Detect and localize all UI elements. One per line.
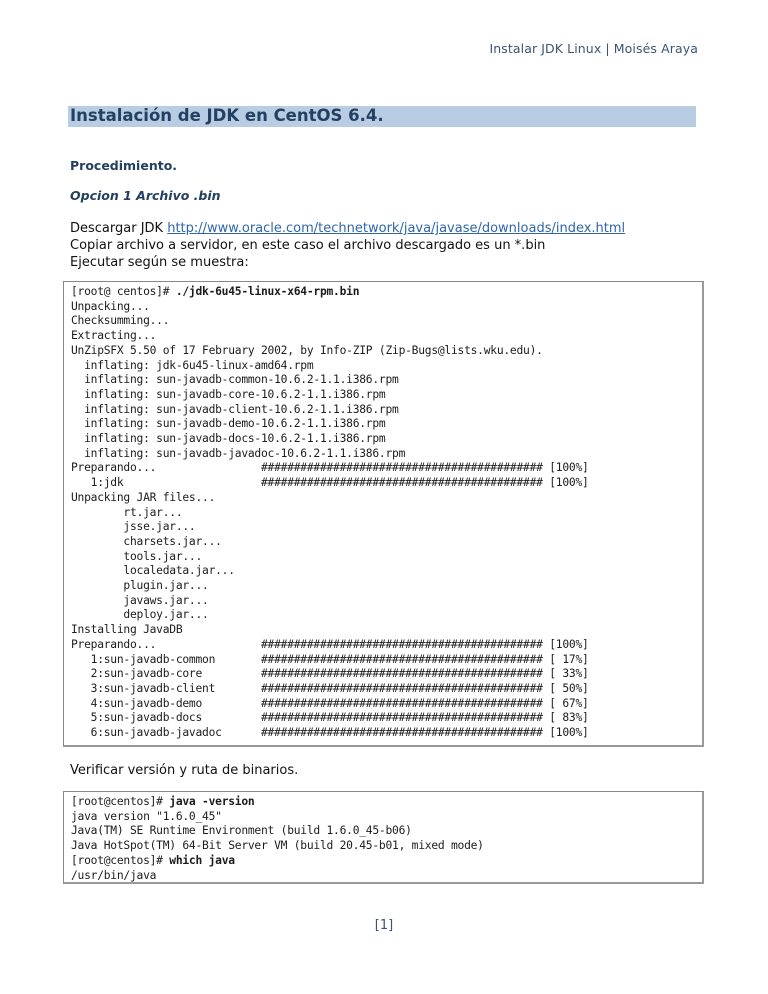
console-line: 4:sun-javadb-demo ########################################### [ 67%] [71,696,589,710]
section-heading: Procedimiento. [70,158,178,173]
option-heading: Opcion 1 Archivo .bin [70,188,221,203]
console-line: inflating: sun-javadb-core-10.6.2-1.1.i386.rpm [71,387,386,401]
console-line: Preparando... ########################################### [100%] [71,637,589,651]
console-line: Extracting... [71,329,157,343]
console-line: 1:sun-javadb-common ########################################### [ 17%] [71,652,589,666]
version-command-line [71,795,702,810]
console-line: inflating: jdk-6u45-linux-amd64.rpm [71,358,314,372]
console-line: Unpacking... [71,299,150,313]
console-line: Checksumming... [71,314,170,328]
step-download [70,220,625,237]
console-line: 2:sun-javadb-core ########################################### [ 33%] [71,667,589,681]
console-line: /usr/bin/java [71,868,157,882]
console-line: inflating: sun-javadb-common-10.6.2-1.1.i386.rpm [71,373,399,387]
console-line: 5:sun-javadb-docs ########################################### [ 83%] [71,711,589,725]
install-console-output [63,281,704,747]
console-line: 6:sun-javadb-javadoc ########################################### [100%] [71,726,589,740]
document-title: Instalación de JDK en CentOS 6.4. [70,106,384,125]
console-line: Installing JavaDB [71,623,183,637]
oracle-download-link[interactable]: http://www.oracle.com/technetwork/java/javase/downloads/index.html [167,221,626,236]
step-copy: Copiar archivo a servidor, en este caso el archivo descargado es un *.bin [70,238,546,253]
shell-prompt: [root@ centos]# [71,285,176,298]
console-line: inflating: sun-javadb-demo-10.6.2-1.1.i386.rpm [71,417,386,431]
console-line: deploy.jar... [71,608,209,622]
shell-prompt: [root@centos]# [71,853,170,867]
shell-command: java -version [169,795,255,808]
step-execute: Ejecutar según se muestra: [70,255,249,270]
running-header: Instalar JDK Linux | Moisés Araya [489,41,698,56]
console-line: Java HotSpot(TM) 64-Bit Server VM (build 20.45-b01, mixed mode) [71,839,484,853]
console-line: Java(TM) SE Runtime Environment (build 1.6.0_45-b06) [71,824,412,838]
console-line: jsse.jar... [71,520,196,534]
install-output-lines [71,300,702,741]
which-command-line [71,854,702,869]
shell-command: which java [169,853,235,867]
console-line: tools.jar... [71,549,203,563]
console-line: UnZipSFX 5.50 of 17 February 2002, by Info-ZIP (Zip-Bugs@lists.wku.edu). [71,343,543,357]
page-number: [1] [374,918,394,933]
install-command-line [71,285,702,300]
shell-prompt: [root@centos]# [71,795,170,808]
console-line: inflating: sun-javadb-javadoc-10.6.2-1.1.i386.rpm [71,446,406,460]
console-line: rt.jar... [71,505,183,519]
verify-heading: Verificar versión y ruta de binarios. [70,763,299,778]
verify-console-output [63,791,704,884]
console-line: Preparando... ########################################### [100%] [71,461,589,475]
console-line: localedata.jar... [71,564,235,578]
console-line: inflating: sun-javadb-client-10.6.2-1.1.i386.rpm [71,402,399,416]
console-line: java version "1.6.0_45" [71,809,222,823]
console-line: 3:sun-javadb-client ########################################### [ 50%] [71,681,589,695]
console-line: charsets.jar... [71,534,222,548]
console-line: Unpacking JAR files... [71,490,216,504]
step-download-text: Descargar JDK [70,221,168,236]
console-line: plugin.jar... [71,579,209,593]
console-line: javaws.jar... [71,593,209,607]
console-line: 1:jdk ########################################### [100%] [71,476,589,490]
shell-command: ./jdk-6u45-linux-x64-rpm.bin [175,285,360,298]
console-line: inflating: sun-javadb-docs-10.6.2-1.1.i386.rpm [71,432,386,446]
